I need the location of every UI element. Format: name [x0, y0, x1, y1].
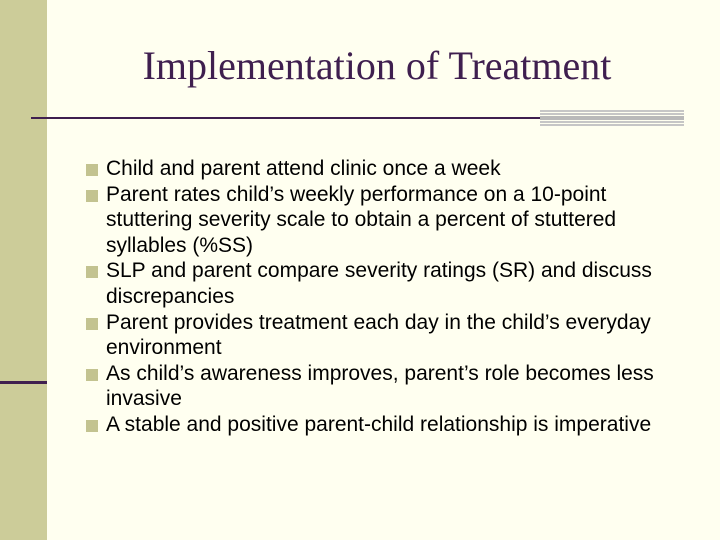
left-decorative-bar [0, 0, 47, 540]
left-bar-accent-line [0, 381, 47, 384]
bullet-text-6: A stable and positive parent-child relationship is imperative [106, 412, 652, 436]
bullet-list [86, 156, 686, 438]
square-bullet-icon [86, 420, 98, 432]
bullet-item-3 [86, 258, 686, 309]
bullet-text-4: Parent provides treatment each day in the child’s everyday environment [106, 310, 651, 360]
square-bullet-icon [86, 266, 98, 278]
bullet-item-4 [86, 310, 686, 361]
bullet-item-5 [86, 361, 686, 412]
bullet-item-6 [86, 412, 686, 438]
bullet-text-3: SLP and parent compare severity ratings (SR) and discuss discrepancies [106, 259, 652, 308]
square-bullet-icon [86, 318, 98, 330]
title-underline-striped-block [540, 110, 684, 126]
square-bullet-icon [86, 164, 98, 176]
slide-title: Implementation of Treatment [142, 43, 612, 88]
title-underline-rule [31, 117, 540, 119]
bullet-item-2 [86, 182, 686, 259]
bullet-item-1 [86, 156, 686, 182]
square-bullet-icon [86, 369, 98, 381]
bullet-text-5: As child’s awareness improves, parent’s role becomes less invasive [106, 361, 654, 411]
bullet-text-1: Child and parent attend clinic once a week [106, 157, 501, 180]
square-bullet-icon [86, 190, 98, 202]
bullet-text-2: Parent rates child’s weekly performance on a 10-point stuttering severity scale to obtain a percent of stuttered syllables (%SS) [106, 182, 617, 257]
